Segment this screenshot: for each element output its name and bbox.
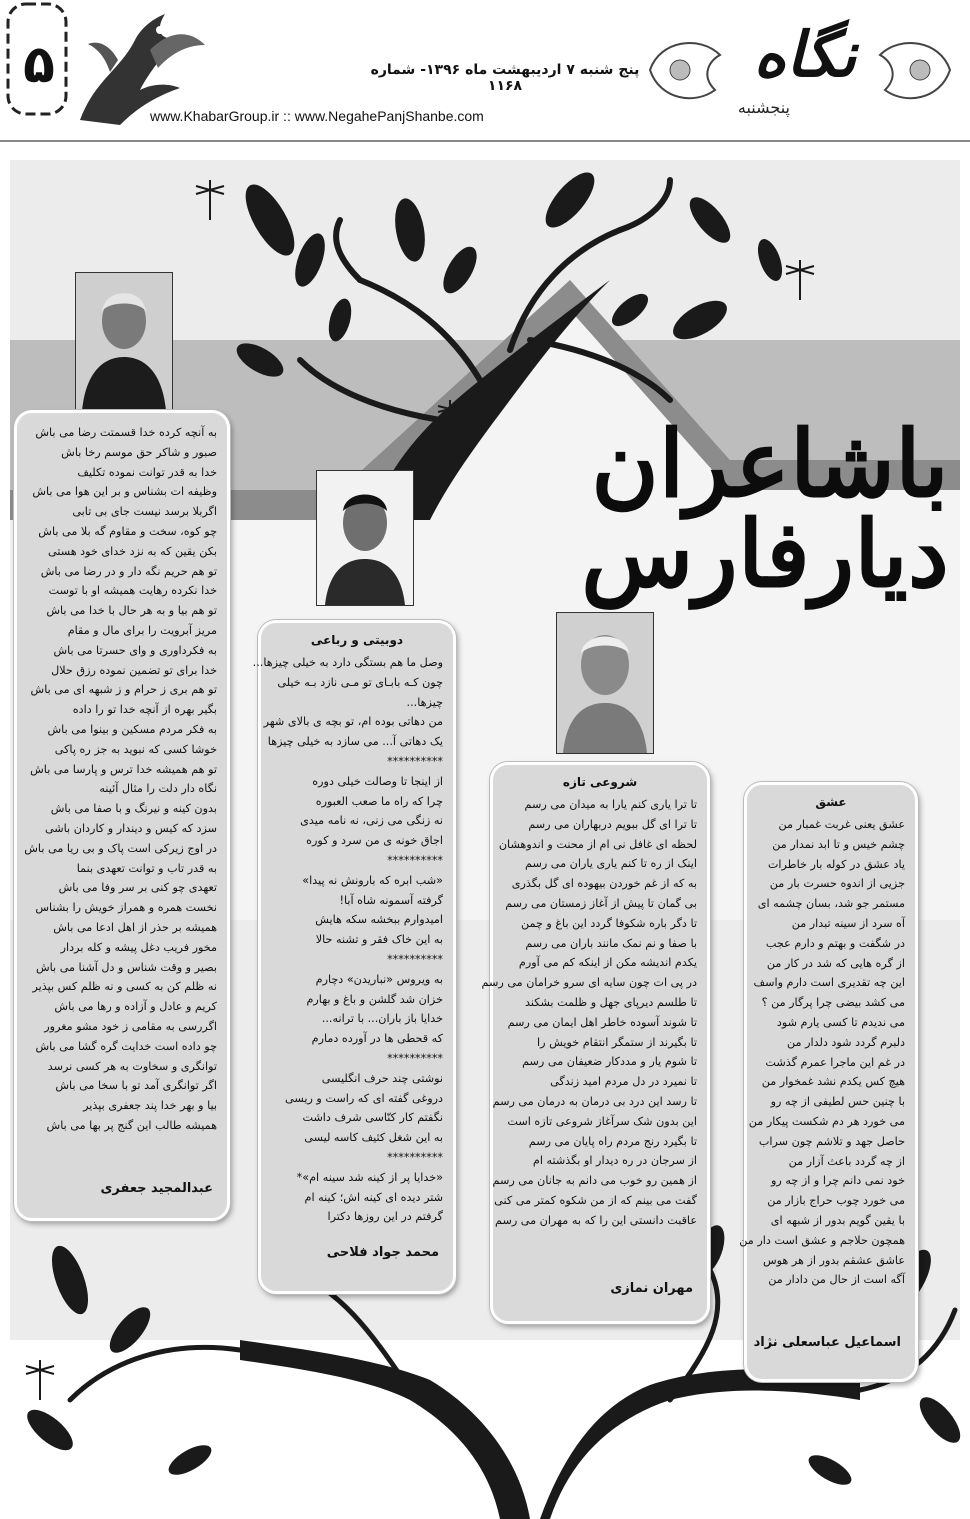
logo-title: نگاه [753, 18, 857, 91]
poem-line: چو کوه، سخت و مقاوم گه بلا می باش [38, 524, 217, 538]
poem-heading: عشق [815, 795, 847, 809]
poem-line: گفت می بینم که از من شکوه کمتر می کنی [494, 1193, 697, 1207]
poem-heading: شروعی تازه [562, 775, 638, 789]
poem-line: این چه تقدیری است دارم واسف [753, 976, 905, 990]
poem-line: نگفتم کار کنّاسی شرف داشت [302, 1111, 443, 1125]
poet-name: عبدالمجید جعفری [100, 1181, 213, 1196]
header-divider [0, 140, 970, 142]
poem-line: که قحطی ها در آورده دمارم [311, 1032, 443, 1046]
poem-line: امیدوارم ببخشه سکه هایش [315, 913, 443, 927]
feature-title-line2: دیارفارس [581, 500, 949, 608]
poem-line: جزیی از اندوه حسرت بار من [769, 877, 905, 891]
poem-line: در اوج زیرکی است پاک و بی ریا می باش [24, 841, 217, 855]
poem-card-jafari [14, 410, 230, 1221]
poem-line: بکن یقین که به نزد خدای خود هستی [48, 544, 217, 558]
poem-line: یکدم اندیشه مکن از اینکه کم می آورم [518, 956, 697, 970]
poem-line: «خدایا پر از کینه شد سینه ام»* [296, 1170, 443, 1184]
poem-line: نه ظلم کن به کسی و نه ظلم کس بپذیر [32, 980, 217, 994]
poem-line: تا شوم یار و مددکار ضعیفان می رسم [522, 1055, 697, 1069]
poem-line: عاشق عشقم بدور از هر هوس [762, 1253, 905, 1267]
poem-line: یک دهاتی آ... می سازد به خیلی چیزها [267, 735, 443, 749]
poem-line: خدایا باز باران... با ترانه... [321, 1012, 443, 1026]
poet-name: مهران نمازی [610, 1281, 693, 1296]
poem-line: تعهدی چو کنی بر سر وفا می باش [58, 881, 217, 895]
poem-line: در غم این ماجرا عمرم گذشت [765, 1055, 905, 1069]
poem-line: کریم و عادل و آزاده و رها می باش [54, 1000, 217, 1014]
poem-lines [739, 815, 905, 1290]
poem-lines [252, 653, 443, 1227]
poem-body [252, 633, 443, 1227]
poem-line: ********** [387, 1150, 443, 1164]
poem-line: به فکرداوری و وای حسرتا می باش [53, 643, 217, 657]
poem-line: یاد عشق در کوله بار خاطرات [767, 857, 905, 871]
feature-title-line1: باشاعران [591, 410, 949, 518]
poem-line: تا ترا یاری کنم یارا به میدان می رسم [524, 798, 697, 811]
poem-line: بدون کینه و نیرنگ و با صفا می باش [50, 802, 217, 816]
poem-card-abbasalinejad [739, 782, 918, 1382]
poem-card-fallahi [252, 620, 456, 1294]
poem-line: سزد که کیس و دیندار و کاردان باشی [44, 821, 217, 835]
poem-line: نه زنگی می زنی، نه نامه میدی [300, 814, 443, 828]
poem-line: خود نمی دانم چرا و از چه رو [771, 1174, 905, 1188]
poem-line: تا رسد این درد بی درمان به درمان می رسم [492, 1094, 697, 1108]
poem-line: «شب ابره که بارونش نه پیدا» [302, 873, 443, 887]
poem-line: چشم خیس و تا ابد نمدار من [772, 837, 905, 851]
poem-line: بگیر بهره از آنچه خدا تو را داده [72, 703, 217, 717]
poem-line: با یقین گویم بدور از شبهه ای [770, 1213, 905, 1227]
poem-line: در پی ات چون سایه ای سرو خرامان می رسم [481, 976, 697, 990]
poem-line: این بدون شک سرآغاز شروعی تازه است [507, 1114, 697, 1128]
poem-card-namazi [481, 762, 710, 1324]
poem-line: حاصل جهد و تلاشم چون سراب [758, 1134, 905, 1148]
poem-line: از اینجا تا وصالت خیلی دوره [312, 774, 443, 788]
poem-line: مستمر جو شد، بسان چشمه ای [757, 897, 905, 911]
poem-line: تا دگر باره شکوفا گردد این باغ و چمن [520, 916, 697, 930]
poem-line: به ویروس «نباریدن» دچارم [315, 972, 443, 986]
poem-line: گرفتم در این روزها دکترا [327, 1210, 443, 1224]
page-number: ۵ [23, 35, 55, 95]
poem-line: به این شغل کثیف کاسه لیسی [304, 1131, 443, 1145]
poem-line: عشق یعنی غربت غمبار من [778, 818, 905, 831]
poet-name: محمد جواد فلاحی [326, 1245, 439, 1260]
poem-line: تا شوند آسوده خاطر اهل ایمان می رسم [507, 1015, 697, 1029]
poem-line: همچون حلاجم و عشق است دار من [739, 1233, 905, 1247]
poem-line: با صفا و نم نمک مانند باران می رسم [525, 936, 697, 950]
poem-line: در شگفت و بهتم و دارم عجب [765, 936, 905, 950]
logo-subtitle: پنجشنبه [737, 98, 790, 117]
poem-line: اگررسی به مقامی ز خود مشو مغرور [44, 1019, 217, 1033]
poem-line: هیچ کس یکدم نشد غمخوار من [761, 1075, 905, 1089]
poem-body [24, 423, 217, 1136]
poem-line: ********** [387, 853, 443, 867]
poem-line: تا بگیرد رنج مردم راه پایان می رسم [528, 1134, 697, 1148]
poem-line: می خورد هر دم شکست پیکار من [748, 1114, 905, 1128]
poem-line: می کشد بیضی چرا پرگار من ؟ [761, 996, 905, 1010]
poem-line: آگه است از حال من دادار من [768, 1273, 905, 1287]
poem-line: به قدر تاب و توانت تعهدی بنما [76, 861, 217, 875]
poem-line: نخست همره و همراز خویش را بشناس [35, 901, 217, 915]
poem-line: به این خاک فقر و تشنه حالا [315, 933, 443, 947]
poem-line: به که از غم خوردن بیهوده ای گل بگذری [511, 877, 697, 891]
poem-line: خوشا کسی که نبوید به جز ره پاکی [54, 742, 217, 756]
poem-line: بیا و بهر خدا پند جعفری بپذیر [83, 1099, 217, 1113]
poem-line: خدا به قدر توانت نموده تکلیف [77, 465, 217, 479]
poem-lines [24, 423, 217, 1136]
poem-line: مخور فریب دغل پیشه و کله بردار [60, 940, 217, 954]
website-links: www.KhabarGroup.ir :: www.NegahePanjShanbe.com [150, 108, 484, 124]
poem-line: به آنچه کرده خدا قسمتت رضا می باش [35, 426, 217, 439]
poem-line: نگاه دار دلت را مثال آئینه [99, 782, 217, 796]
poem-line: نوشتی چند حرف انگلیسی [321, 1071, 443, 1085]
poem-line: تو هم بری ز حرام و ز شبهه ای می باش [30, 683, 217, 697]
poem-line: دلبرم گردد شود دلدار من [787, 1035, 905, 1049]
person-portrait-icon [76, 273, 172, 411]
poem-line: چو داده است خدایت گره گشا می باش [35, 1039, 217, 1053]
poem-line: خدا نکرده رهایت همیشه او با توست [48, 584, 217, 598]
poem-body [739, 795, 905, 1290]
poem-line: مریز آبرویت را برای مال و مقام [67, 623, 217, 637]
poem-line: چون کـه بابـای تو مـی نازد بـه خیلی [277, 675, 443, 689]
poem-line: اگر توانگری آمد تو با سخا می باش [55, 1079, 217, 1093]
poem-line: بی گمان تا پیش از آغاز زمستان می رسم [505, 896, 697, 910]
poet-photo-fallahi [316, 470, 414, 606]
poem-line: وصل ما هم بستگی دارد به خیلی چیزها... [252, 656, 443, 669]
poem-line: توانگری و سخاوت به هر کسی نرسد [47, 1059, 217, 1073]
poem-line: اجاق خونه ی من سرد و کوره [306, 834, 443, 848]
poem-line: تو هم بیا و به هر حال با خدا می باش [46, 604, 217, 618]
poet-photo-namazi [556, 612, 654, 754]
poem-line: دروغی گفته ای که راست و ریسی [285, 1091, 443, 1105]
poem-line: من دهاتی بوده ام، تو بچه ی بالای شهر [263, 715, 443, 729]
poem-line: تا طلسم دیرپای جهل و ظلمت بشکند [525, 995, 697, 1009]
poem-line: تا بگیرند از ستمگر انتقام خویش را [537, 1035, 697, 1049]
poet-name: اسماعیل عباسعلی نژاد [753, 1335, 901, 1350]
poem-line: وظیفه ات بشناس و بر این هوا می باش [32, 485, 217, 499]
poem-line: عاقبت دانستی این را که به مهران می رسم [495, 1213, 697, 1227]
poem-line: گرفته آسمونه شاه آبا! [339, 893, 443, 907]
poem-heading: دوبیتی و رباعی [310, 633, 404, 647]
poem-line: از سرجان در ره دیدار او بگذشته ام [532, 1154, 697, 1168]
poem-line: می ندیدم تا کسی یارم شود [776, 1015, 905, 1029]
poem-line: لحظه ای غافل نی ام از محنت و اندوهشان [498, 837, 697, 851]
poem-line: به فکر مردم مسکین و بینوا می باش [47, 722, 217, 736]
poem-line: تو هم همیشه خدا ترس و پارسا می باش [30, 762, 217, 776]
poem-line: صبور و شاکر حق موسم رخا باش [61, 445, 217, 459]
poem-line: خدا برای تو تضمین نموده رزق حلال [51, 663, 217, 677]
person-portrait-icon [557, 613, 653, 753]
poem-line: چیزها... [406, 695, 443, 709]
poem-line: تا ترا ای گل ببویم دربهاران می رسم [528, 817, 697, 831]
poem-line: تا نمیرد در دل مردم امید زندگی [550, 1075, 697, 1089]
poem-line: ********** [387, 754, 443, 768]
poem-line: تو هم حریم نگه دار و در رضا می باش [40, 564, 217, 578]
poem-line: همیشه بر حذر از اهل ادعا می باش [53, 920, 217, 934]
issue-date-line: پنج شنبه ۷ اردیبهشت ماه ۱۳۹۶- شماره ۱۱۶۸ [370, 62, 640, 94]
poem-line: ********** [387, 952, 443, 966]
poem-line: آه سرد از سینه تبدار من [791, 916, 905, 930]
poem-line: شتر دیده ای کینه اش؛ کینه ام [304, 1190, 443, 1204]
poem-line: می خورد چوب حراج بازار من [767, 1194, 905, 1208]
poem-line: ********** [387, 1051, 443, 1065]
person-portrait-icon [317, 471, 413, 605]
poem-lines [481, 795, 697, 1231]
poet-photo-jafari [75, 272, 173, 412]
poem-line: چرا که راه ما صعب العبوره [315, 794, 443, 808]
poem-line: از چه گردد باعث آزار من [788, 1154, 905, 1168]
poem-line: از همین رو خوب می دانم به جانان می رسم [492, 1174, 697, 1188]
poem-line: از گره هایی که شد در کار من [766, 956, 905, 970]
poem-line: همیشه طالب این گنج پر بها می باش [46, 1118, 217, 1132]
poem-line: اینک از ره تا کنم یاری یاران می رسم [525, 857, 697, 871]
poem-line: بصیر و وقت شناس و دل آشنا می باش [35, 960, 217, 974]
poem-line: خزان شد گلشن و باغ و بهارم [306, 992, 443, 1006]
poem-line: اگربلا برسد نیست جای بی تابی [72, 505, 217, 519]
page-header [0, 0, 970, 140]
poem-line: با چنین حس لطیفی از چه رو [770, 1095, 905, 1109]
poem-body [481, 775, 697, 1231]
